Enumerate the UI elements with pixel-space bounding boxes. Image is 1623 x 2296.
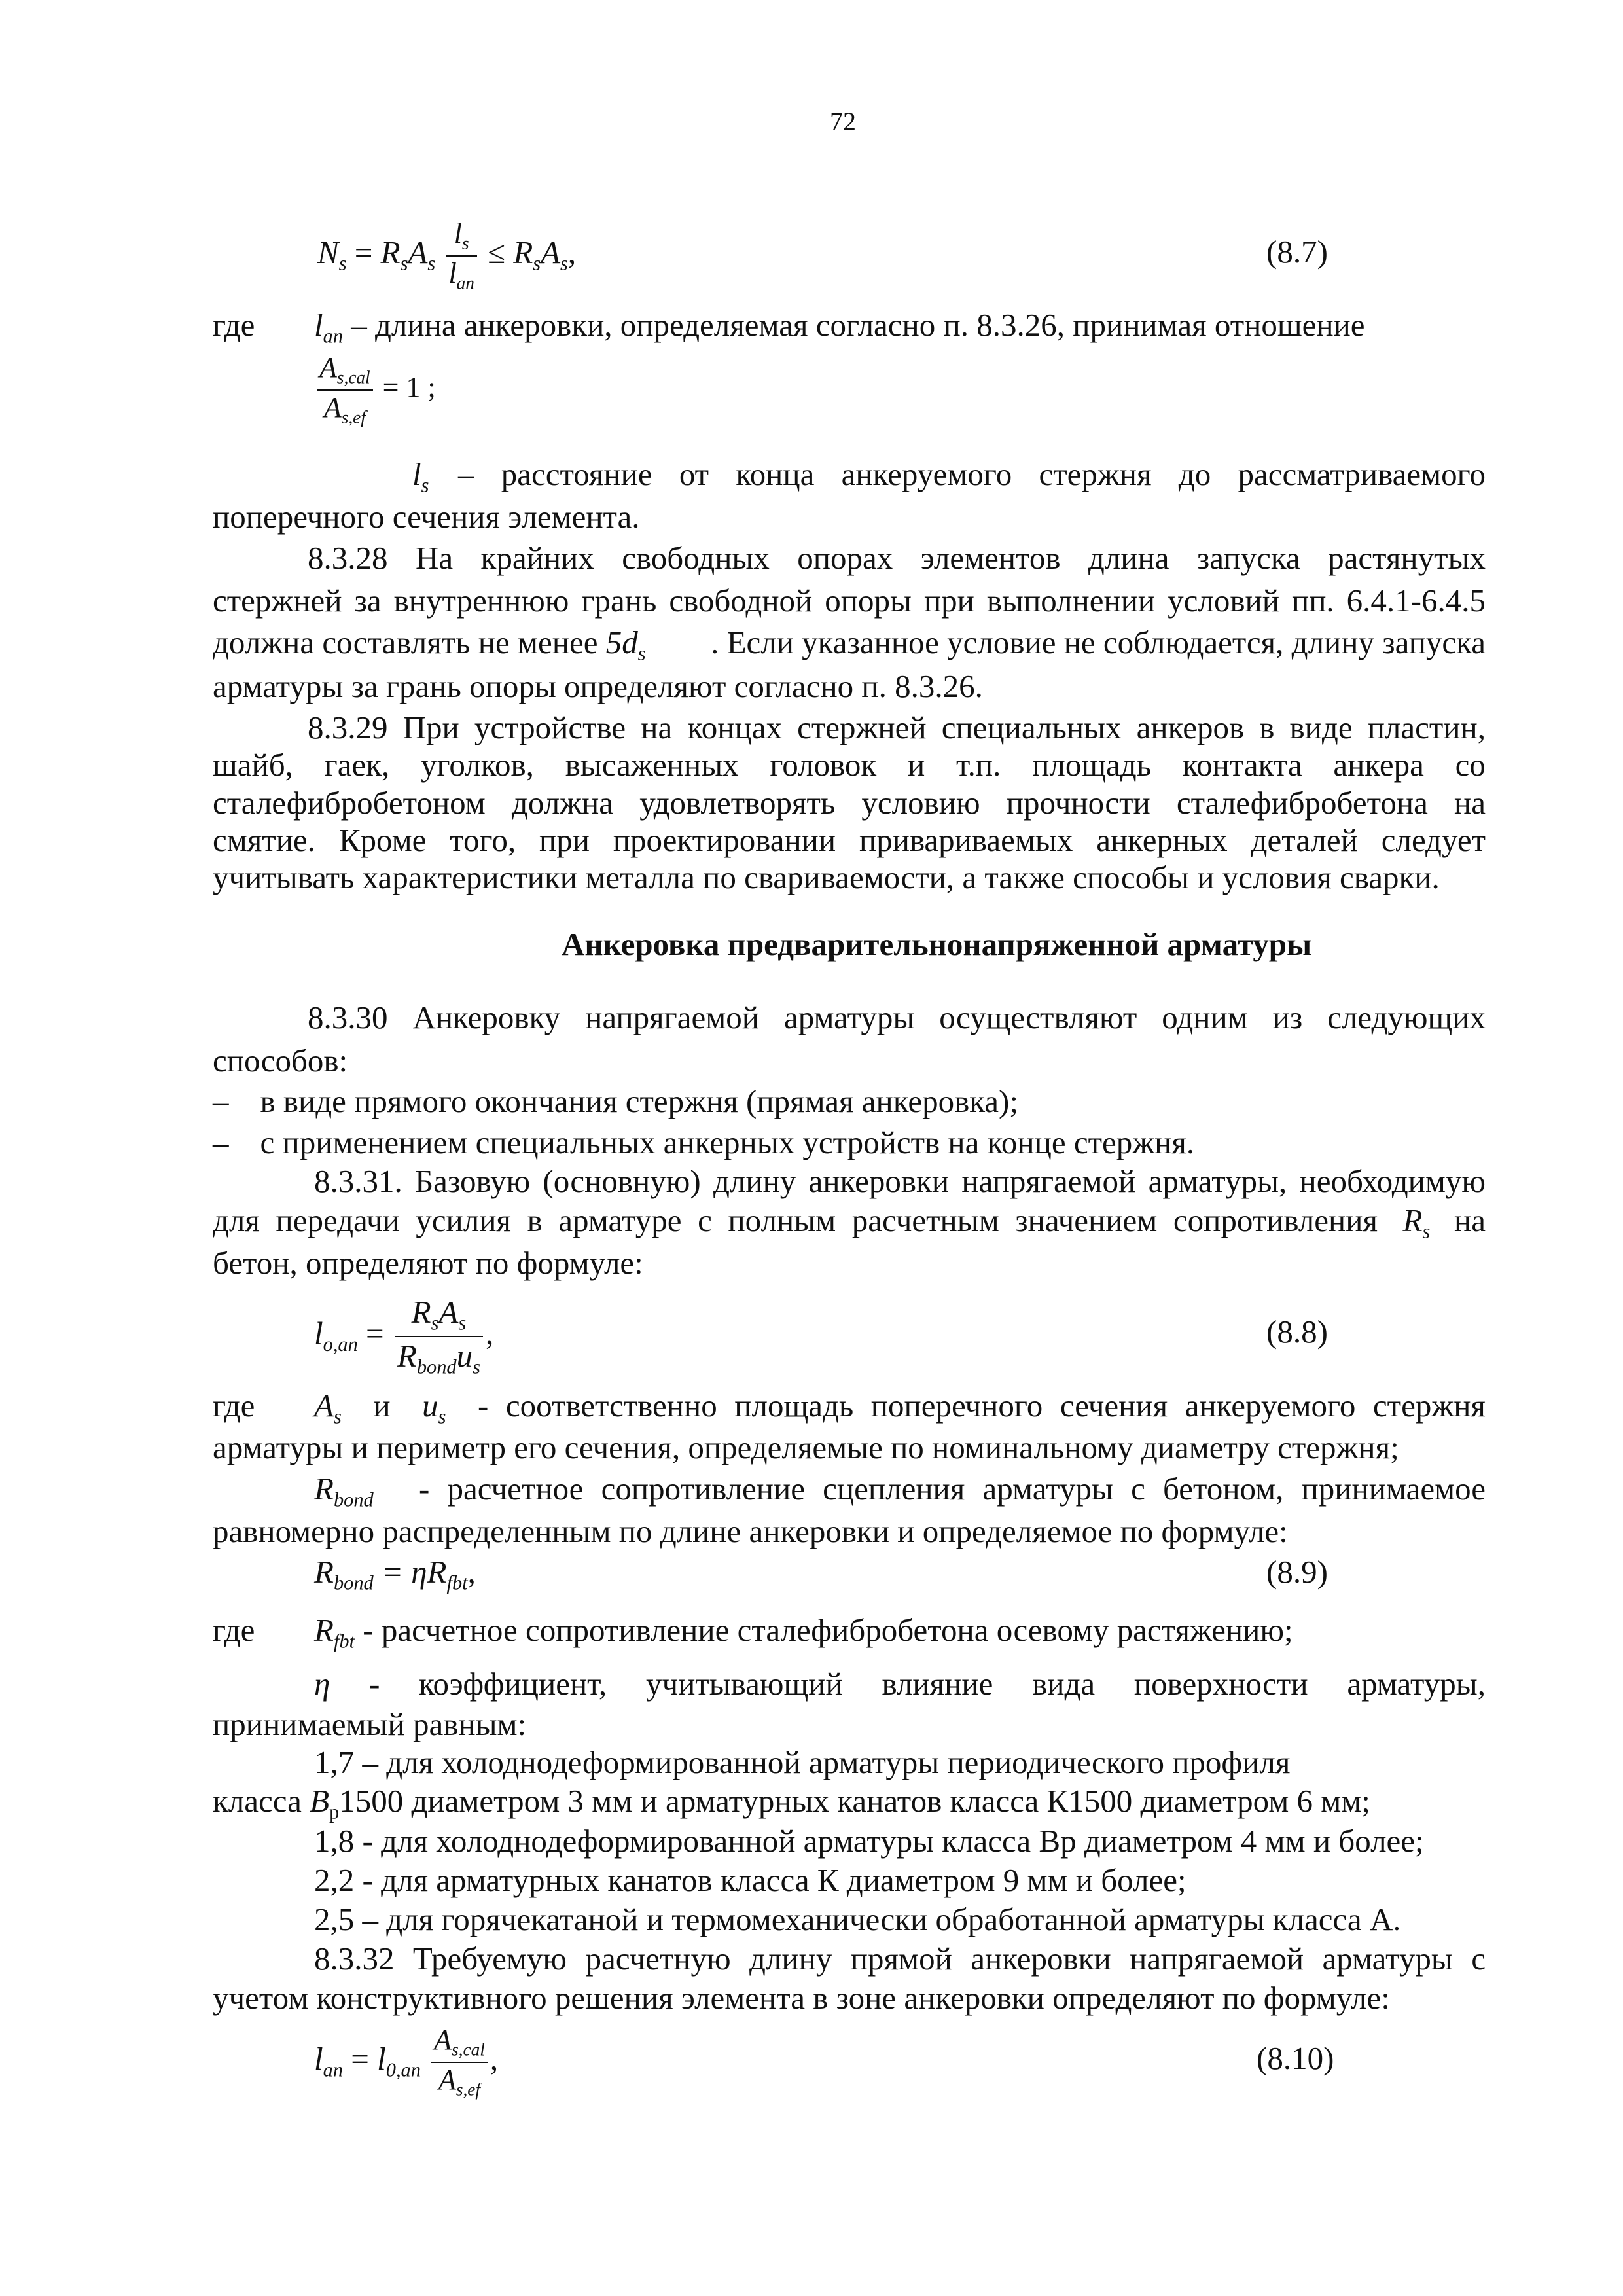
p8329-line4: смятие. Кроме того, при проектировании привариваемых анкерных деталей следует bbox=[213, 822, 1486, 858]
value-3: 2,2 - для арматурных канатов класса К диаметром 9 мм и более; bbox=[314, 1862, 1186, 1898]
value-1-line1: 1,7 – для холоднодеформированной арматуры периодического профиля bbox=[314, 1744, 1291, 1780]
p8331-line3: бетон, определяют по формуле: bbox=[213, 1245, 643, 1281]
p8332-line2: учетом конструктивного решения элемента в зоне анкеровки определяют по формуле: bbox=[213, 1980, 1390, 2016]
p8328-line1: 8.3.28 На крайних свободных опорах элементов длина запуска растянутых bbox=[308, 540, 1486, 576]
equation-number-8-9: (8.9) bbox=[1266, 1554, 1328, 1590]
page-number: 72 bbox=[830, 107, 856, 136]
label-gde-1: где bbox=[213, 307, 255, 343]
p8331-line1: 8.3.31. Базовую (основную) длину анкеровки напрягаемой арматуры, необходимую bbox=[314, 1163, 1486, 1199]
formula-8-9: $R_{bond} = \eta R_{fbt}$, bbox=[314, 1554, 476, 1594]
rbond-definition: $R_{bond}$ - расчетное сопротивление сцепления арматуры с бетоном, принимаемое bbox=[314, 1471, 1486, 1511]
bullet-item-2: – с применением специальных анкерных устройств на конце стержня. bbox=[213, 1124, 1195, 1160]
section-heading: Анкеровка предварительнонапряженной арматуры bbox=[562, 926, 1312, 962]
rfbt-definition: $R_{fbt}$ - расчетное сопротивление сталефибробетона осевому растяжению; bbox=[314, 1612, 1293, 1653]
value-4: 2,5 – для горячекатаной и термомеханически обработанной арматуры класса А. bbox=[314, 1901, 1401, 1937]
dash-marker: – bbox=[213, 1124, 229, 1160]
p8330-line2: способов: bbox=[213, 1043, 348, 1079]
p8330-line1: 8.3.30 Анкеровку напрягаемой арматуры осуществляют одним из следующих bbox=[308, 999, 1486, 1035]
p8328-line3: должна составлять не менее $5d_s$ . Если указанное условие не соблюдается, длину запуска bbox=[213, 624, 1486, 665]
equation-number-8-7: (8.7) bbox=[1266, 234, 1328, 270]
ratio-as-cal-ef: $\frac{A_{s,cal}}{A_{s,ef}}$ = 1 ; bbox=[314, 353, 436, 427]
ls-definition-line2: поперечного сечения элемента. bbox=[213, 499, 640, 535]
fraction-ls-lan: $\frac{l_s}{l_{an}}$ bbox=[446, 219, 477, 293]
p8328-line4: арматуры за грань опоры определяют согласно п. 8.3.26. bbox=[213, 668, 983, 704]
formula-8-7: $N_s = R_sA_s$ $\frac{l_s}{l_{an}}$ ≤ $R_sA_s$, bbox=[317, 217, 577, 293]
formula-8-8: $l_{o,an}$ = $\frac{R_sA_s}{R_{bond}u_s}$ , bbox=[314, 1294, 494, 1378]
label-gde-2: где bbox=[213, 1388, 255, 1424]
p8329-line5: учитывать характеристики металла по свариваемости, а также способы и условия сварки. bbox=[213, 859, 1440, 895]
p8332-line1: 8.3.32 Требуемую расчетную длину прямой анкеровки напрягаемой арматуры с bbox=[314, 1941, 1486, 1977]
p8331-line2: для передачи усилия в арматуре с полным расчетным значением сопротивления $R_s$ на bbox=[213, 1202, 1486, 1243]
value-1-line2: класса $B_р1500$ диаметром 3 мм и арматурных канатов класса К1500 диаметром 6 мм; bbox=[213, 1783, 1370, 1823]
eta-definition-line2: принимаемый равным: bbox=[213, 1706, 527, 1742]
eta-definition: η - коэффициент, учитывающий влияние вида поверхности арматуры, bbox=[314, 1666, 1486, 1702]
as-us-definition: $A_s$ и $u_s$ - соответственно площадь поперечного сечения анкеруемого стержня bbox=[314, 1388, 1486, 1428]
as-us-definition-line2: арматуры и периметр его сечения, определяемые по номинальному диаметру стержня; bbox=[213, 1429, 1399, 1465]
lan-definition: $l_{an}$ – длина анкеровки, определяемая согласно п. 8.3.26, принимая отношение bbox=[314, 307, 1365, 348]
rbond-definition-line2: равномерно распределенным по длине анкеровки и определяемое по формуле: bbox=[213, 1513, 1288, 1549]
equation-number-8-10: (8.10) bbox=[1257, 2040, 1334, 2076]
ls-definition-line1: – расстояние от конца анкеруемого стержня до рассматриваемого bbox=[458, 456, 1486, 492]
fraction-rsas-rbondus: $\frac{R_sA_s}{R_{bond}u_s}$ bbox=[395, 1296, 483, 1377]
fraction-ascal-asef: $\frac{A_{s,cal}}{A_{s,ef}}$ bbox=[431, 2026, 488, 2099]
dash-marker: – bbox=[213, 1083, 229, 1119]
p8328-line2: стержней за внутреннюю грань свободной опоры при выполнении условий пп. 6.4.1-6.4.5 bbox=[213, 583, 1486, 619]
p8329-line2: шайб, гаек, уголков, высаженных головок и т.п. площадь контакта анкера со bbox=[213, 747, 1486, 783]
p8329-line3: сталефибробетоном должна удовлетворять условию прочности сталефибробетона на bbox=[213, 785, 1486, 821]
label-gde-3: где bbox=[213, 1612, 255, 1648]
value-2: 1,8 - для холоднодеформированной арматуры класса Вр диаметром 4 мм и более; bbox=[314, 1823, 1424, 1859]
p8329-line1: 8.3.29 При устройстве на концах стержней специальных анкеров в виде пластин, bbox=[308, 709, 1486, 745]
ls-symbol: $l_s$ bbox=[412, 456, 429, 497]
formula-8-10: $l_{an} = l_{0,an}$ $\frac{A_{s,cal}}{A_{s,ef}}$ , bbox=[314, 2024, 499, 2100]
equation-number-8-8: (8.8) bbox=[1266, 1314, 1328, 1350]
bullet-item-1: – в виде прямого окончания стержня (прямая анкеровка); bbox=[213, 1083, 1018, 1119]
